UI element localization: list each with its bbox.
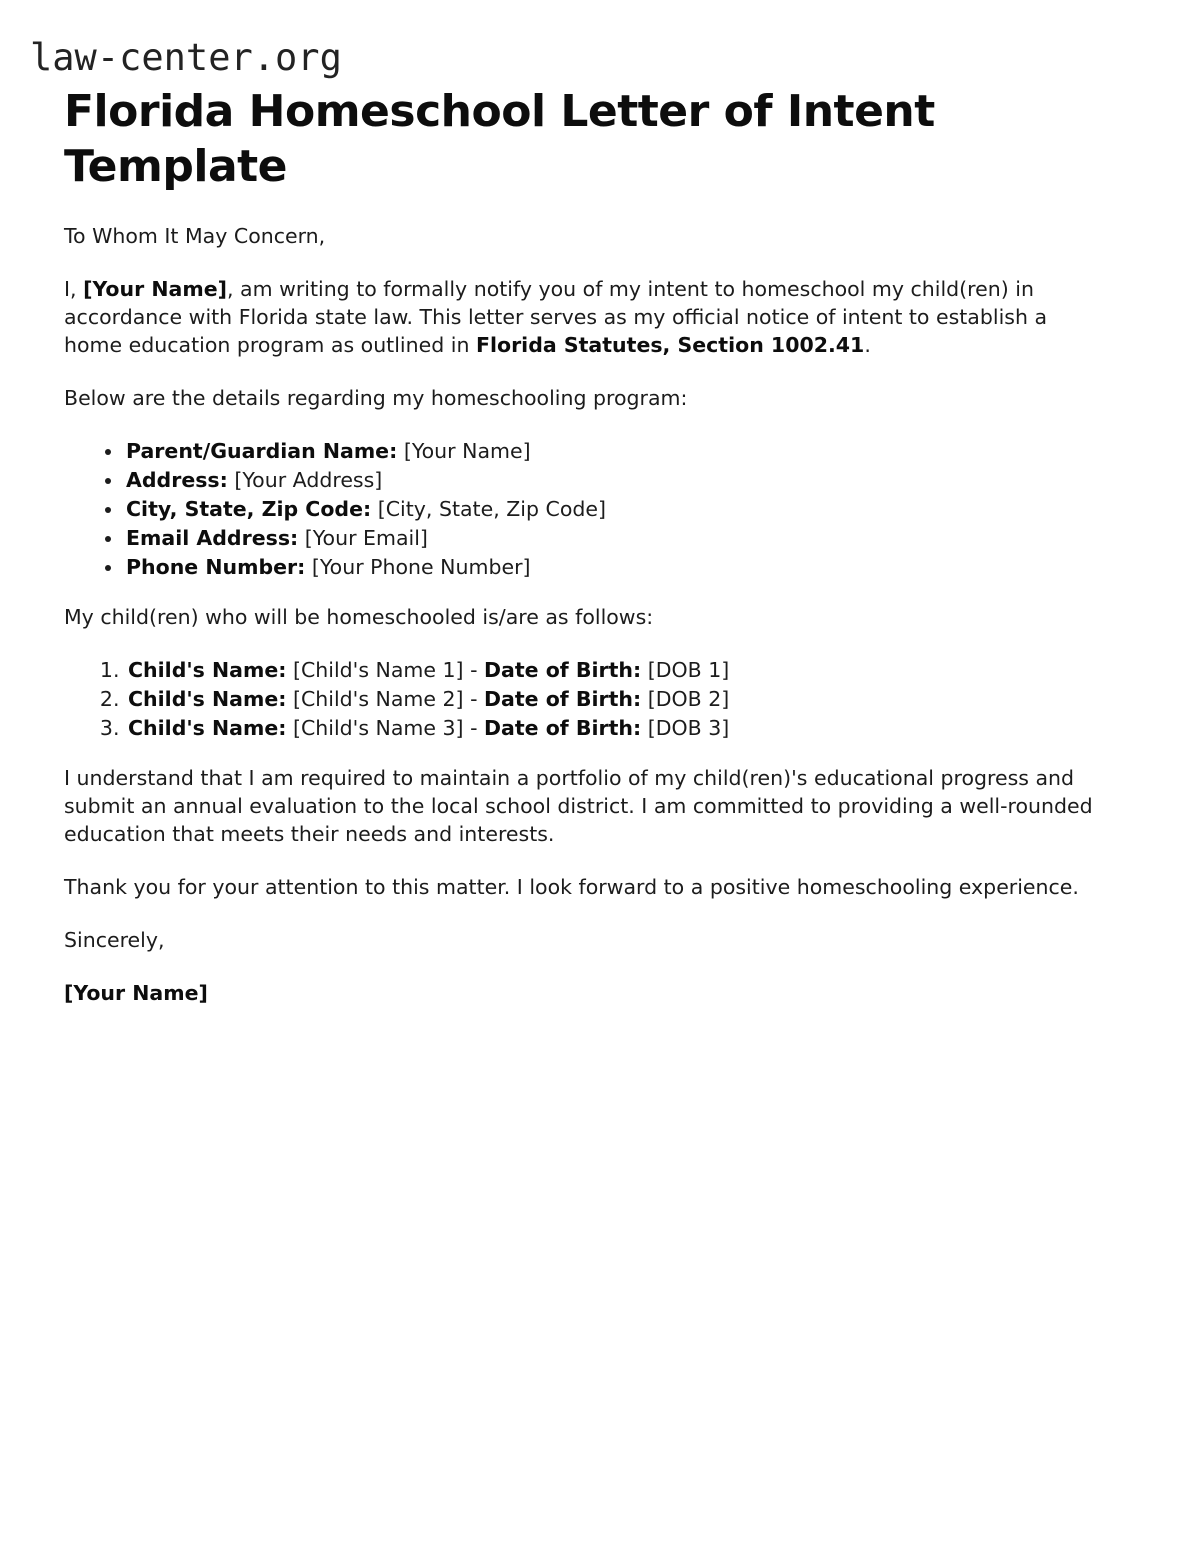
program-details-list	[64, 437, 1106, 581]
children-intro-paragraph: My child(ren) who will be homeschooled is/are as follows:	[64, 605, 654, 629]
detail-label: Phone Number:	[126, 555, 306, 579]
child-name-value: [Child's Name 3]	[292, 716, 464, 740]
list-item	[124, 553, 1106, 581]
child-dob-label: Date of Birth:	[484, 716, 642, 740]
details-intro-paragraph: Below are the details regarding my homeschooling program:	[64, 386, 688, 410]
detail-label: Parent/Guardian Name:	[126, 439, 398, 463]
detail-label: Email Address:	[126, 526, 299, 550]
list-item	[126, 714, 1106, 742]
detail-value: [Your Address]	[234, 468, 383, 492]
intro-your-name-placeholder: [Your Name]	[83, 277, 227, 301]
signature-name: [Your Name]	[64, 981, 208, 1005]
list-item	[124, 495, 1106, 523]
site-brand-watermark: law-center.org	[30, 36, 342, 79]
detail-value: [Your Name]	[403, 439, 531, 463]
list-item	[126, 685, 1106, 713]
child-name-label: Child's Name:	[128, 687, 287, 711]
child-dob-value: [DOB 1]	[647, 658, 730, 682]
letter-body	[64, 222, 1106, 1007]
child-dob-label: Date of Birth:	[484, 687, 642, 711]
list-item	[124, 524, 1106, 552]
list-item	[126, 656, 1106, 684]
detail-value: [Your Email]	[304, 526, 428, 550]
detail-label: City, State, Zip Code:	[126, 497, 372, 521]
intro-lead-in: I,	[64, 277, 84, 301]
intro-body-text: , am writing to formally notify you of my intent to homeschool my child(ren) in accordance with Florida state law. This letter serves as my official notice of intent to establish a home education program as outlined in	[64, 277, 1048, 357]
child-name-value: [Child's Name 2]	[292, 687, 464, 711]
intro-end-punctuation: .	[864, 333, 871, 357]
closing-line: Sincerely,	[64, 928, 165, 952]
child-name-label: Child's Name:	[128, 658, 287, 682]
child-dob-label: Date of Birth:	[484, 658, 642, 682]
child-name-value: [Child's Name 1]	[292, 658, 464, 682]
child-separator: -	[470, 658, 478, 682]
detail-label: Address:	[126, 468, 228, 492]
child-name-label: Child's Name:	[128, 716, 287, 740]
intro-paragraph	[64, 275, 1106, 359]
page-title: Florida Homeschool Letter of Intent Template	[64, 86, 935, 192]
detail-value: [City, State, Zip Code]	[377, 497, 606, 521]
thanks-paragraph: Thank you for your attention to this matter. I look forward to a positive homeschooling experience.	[64, 875, 1079, 899]
understanding-paragraph: I understand that I am required to maintain a portfolio of my child(ren)'s educational progress and submit an annual evaluation to the local school district. I am committed to providing a well-rounded education that meets their needs and interests.	[64, 766, 1093, 846]
list-item	[124, 466, 1106, 494]
child-separator: -	[470, 687, 478, 711]
list-item	[124, 437, 1106, 465]
child-dob-value: [DOB 2]	[647, 687, 730, 711]
statute-reference: Florida Statutes, Section 1002.41	[475, 333, 865, 357]
salutation: To Whom It May Concern,	[64, 224, 326, 248]
children-list	[64, 656, 1106, 742]
child-dob-value: [DOB 3]	[647, 716, 730, 740]
detail-value: [Your Phone Number]	[311, 555, 531, 579]
child-separator: -	[470, 716, 478, 740]
